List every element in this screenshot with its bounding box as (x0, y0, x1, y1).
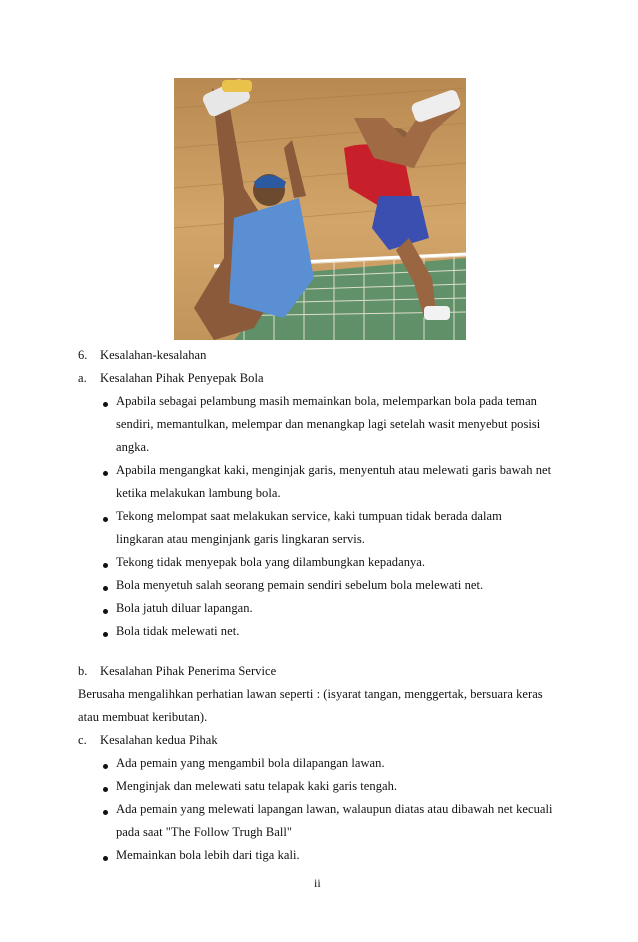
list-item-c2: Menginjak dan melewati satu telapak kaki garis tengah. (116, 779, 398, 793)
list-item-c3-line2: pada saat "The Follow Trugh Ball" (116, 825, 293, 839)
list-item-a3-line1: Tekong melompat saat melakukan service, kaki tumpuan tidak berada dalam (116, 509, 502, 523)
bullet-dot (103, 810, 108, 815)
page-number: ii (314, 876, 321, 890)
list-item-a7: Bola tidak melewati net. (116, 624, 240, 638)
bullet-dot (103, 471, 108, 476)
section-c-title: Kesalahan kedua Pihak (100, 733, 218, 747)
list-item-a6: Bola jatuh diluar lapangan. (116, 601, 253, 615)
bullet-dot (103, 586, 108, 591)
bullet-dot (103, 563, 108, 568)
section-a-title: Kesalahan Pihak Penyepak Bola (100, 371, 264, 385)
bullet-dot (103, 609, 108, 614)
section-b-paragraph-line2: atau membuat keributan). (78, 710, 208, 724)
section-6-number: 6. (78, 348, 88, 362)
list-item-a4: Tekong tidak menyepak bola yang dilambungkan kepadanya. (116, 555, 426, 569)
bullet-dot (103, 402, 108, 407)
bullet-dot (103, 787, 108, 792)
bullet-dot (103, 517, 108, 522)
list-item-c1: Ada pemain yang mengambil bola dilapangan lawan. (116, 756, 385, 770)
list-item-c4: Memainkan bola lebih dari tiga kali. (116, 848, 300, 862)
bullet-dot (103, 856, 108, 861)
section-a-letter: a. (78, 371, 87, 385)
list-item-a2-line1: Apabila mengangkat kaki, menginjak garis, menyentuh atau melewati garis bawah net (116, 463, 552, 477)
section-c-letter: c. (78, 733, 87, 747)
list-item-a1-line3: angka. (116, 440, 150, 454)
list-item-a5: Bola menyetuh salah seorang pemain sendiri sebelum bola melewati net. (116, 578, 484, 592)
list-item-a2-line2: ketika melakukan lambung bola. (116, 486, 281, 500)
list-item-c3-line1: Ada pemain yang melewati lapangan lawan, walaupun diatas atau dibawah net kecuali (116, 802, 553, 816)
section-6-title: Kesalahan-kesalahan (100, 348, 207, 362)
section-b-title: Kesalahan Pihak Penerima Service (100, 664, 277, 678)
section-b-letter: b. (78, 664, 88, 678)
bullet-dot (103, 764, 108, 769)
bullet-dot (103, 632, 108, 637)
list-item-a3-line2: lingkaran atau menginjank garis lingkaran servis. (116, 532, 365, 546)
list-item-a1-line2: sendiri, memantulkan, melempar dan menangkap lagi setelah wasit menyebut posisi (116, 417, 541, 431)
list-item-a1-line1: Apabila sebagai pelambung masih memainkan bola, melemparkan bola pada teman (116, 394, 537, 408)
section-b-paragraph-line1: Berusaha mengalihkan perhatian lawan seperti : (isyarat tangan, menggertak, bersuara keras (78, 687, 543, 701)
sepak-takraw-players-photo (174, 78, 466, 340)
